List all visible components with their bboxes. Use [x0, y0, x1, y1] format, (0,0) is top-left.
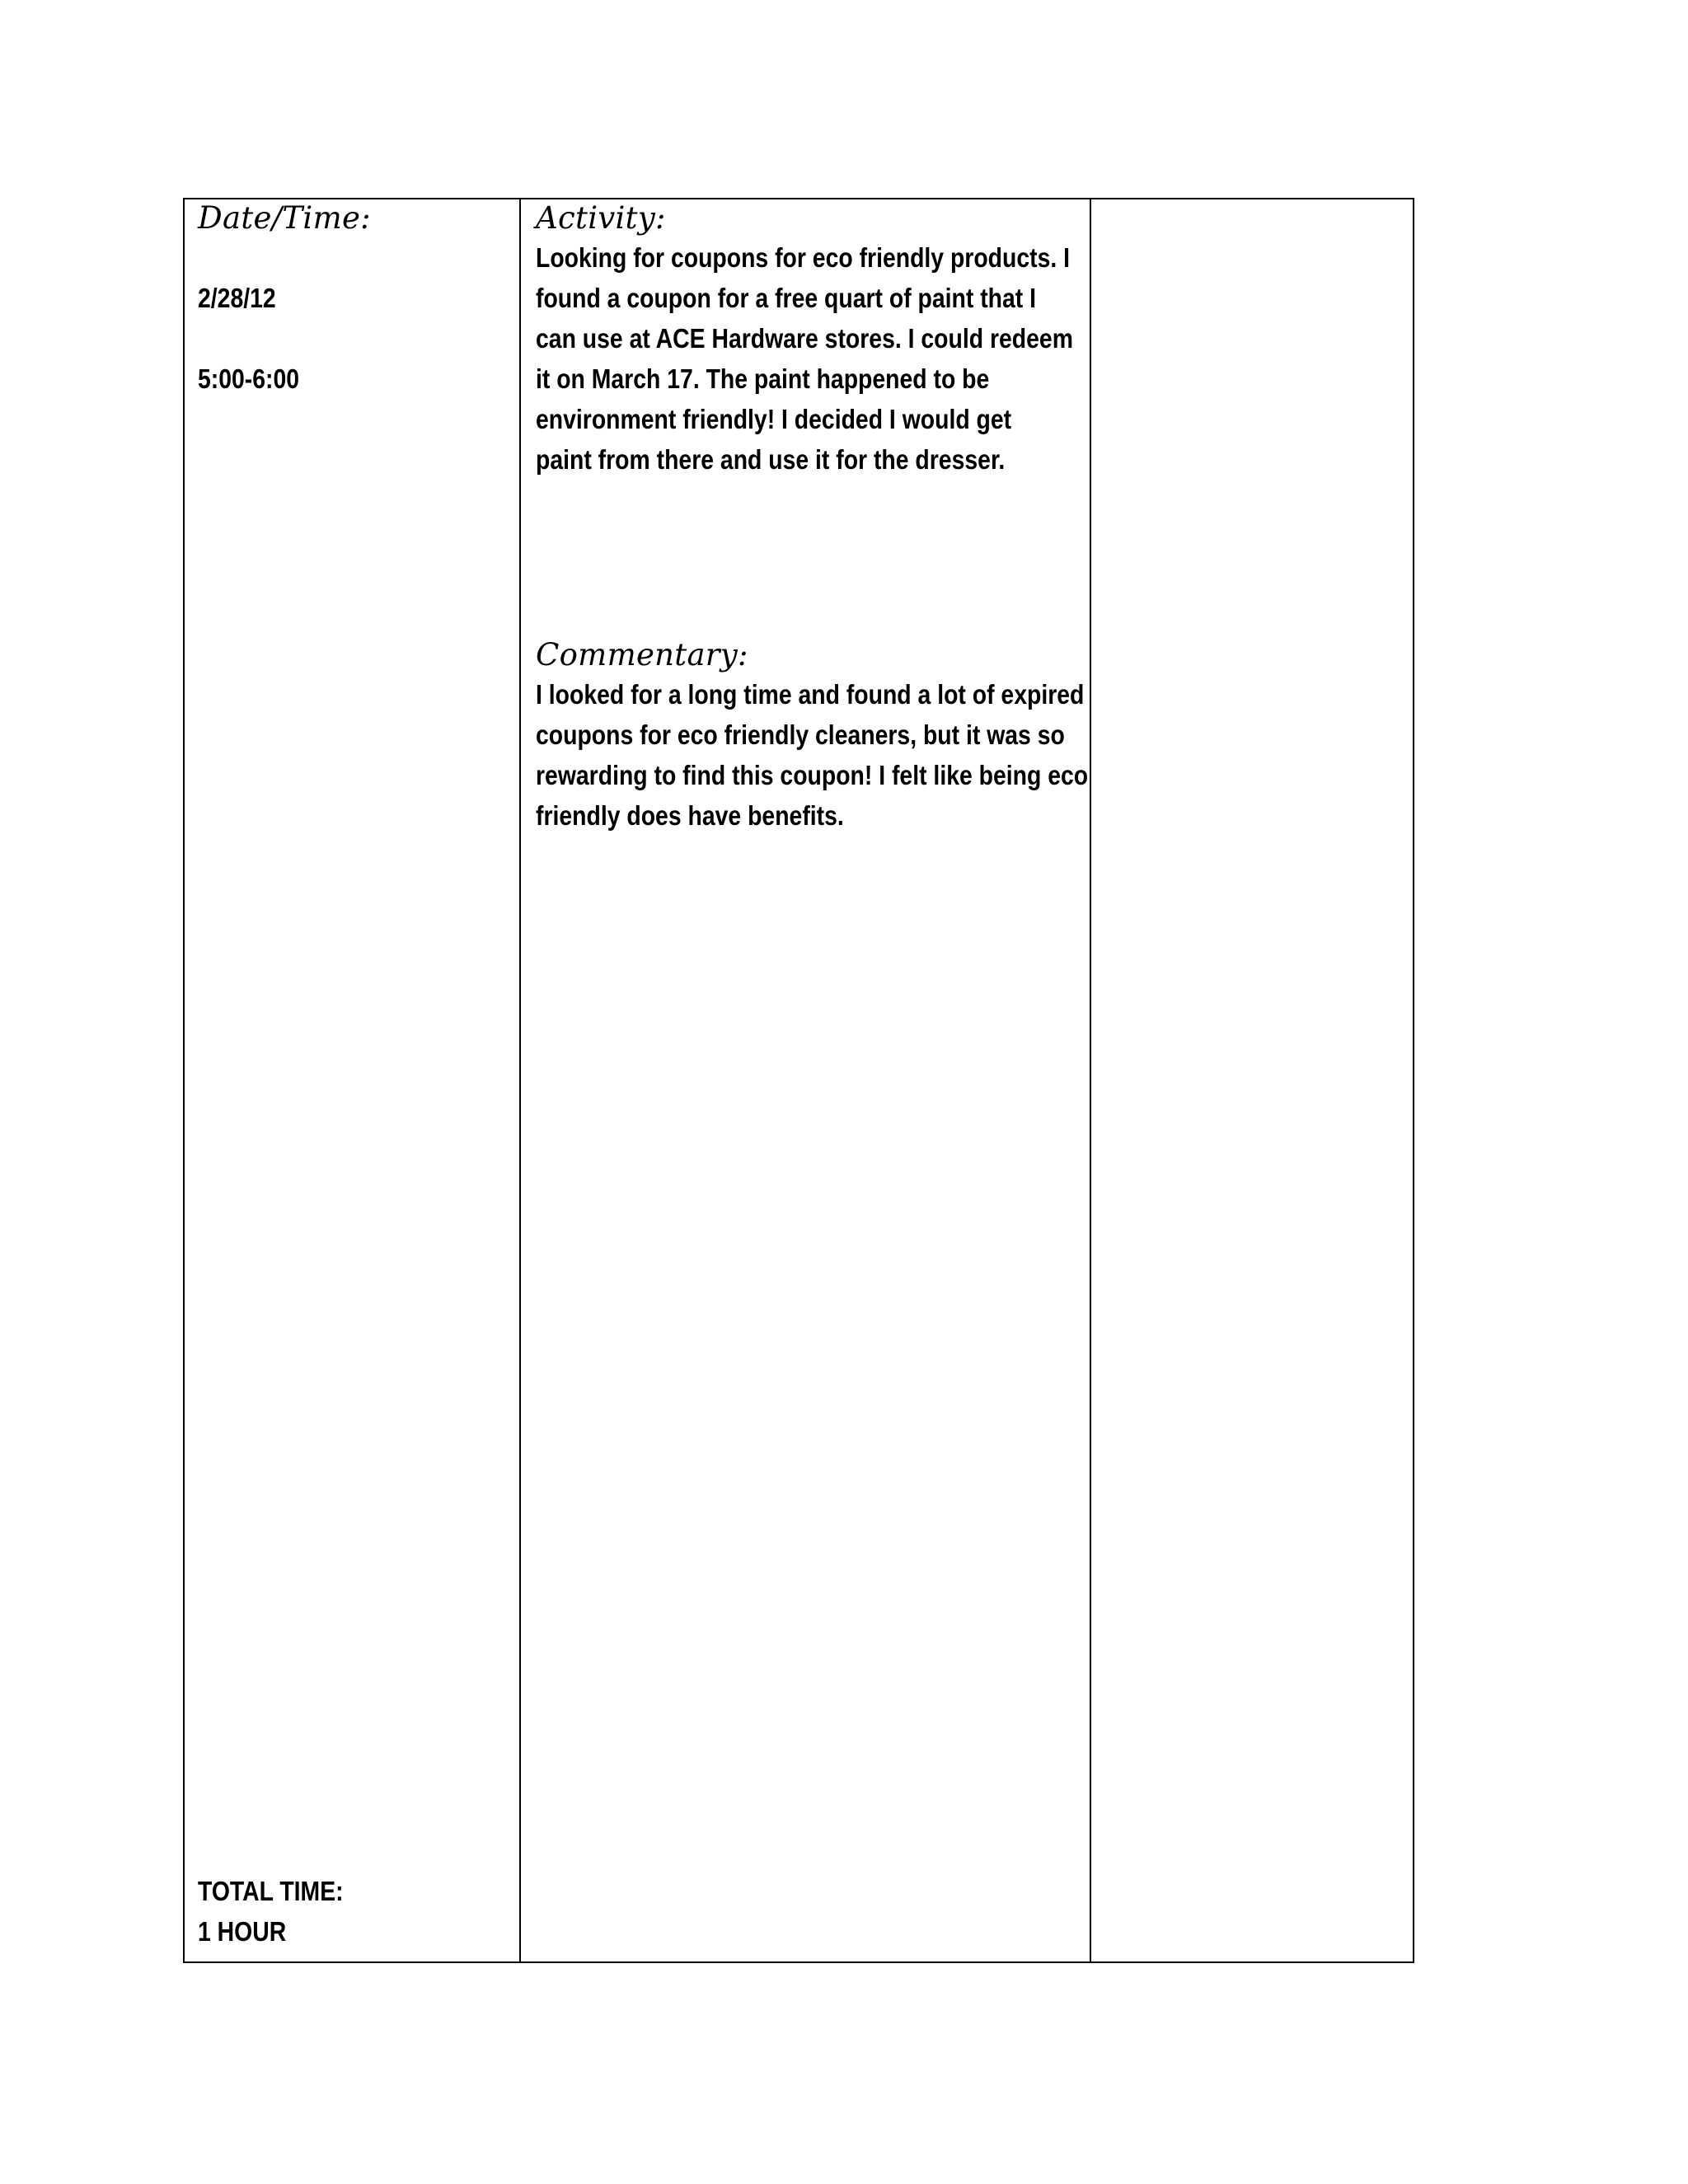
- time-value: 5:00-6:00: [198, 363, 300, 394]
- commentary-text: I looked for a long time and found a lot of expired coupons for eco friendly cleaners, but it was so rewarding to find this coupon! I felt like being eco friendly does have benefits.: [536, 679, 1089, 831]
- activity-log-table: [183, 198, 1414, 1963]
- activity-text: Looking for coupons for eco friendly products. I found a coupon for a free quart of paint that I can use at ACE Hardware stores. I could redeem it on March 17. The paint happened to be environment friendly! I decided I would get paint from there and use it for the dresser.: [536, 242, 1073, 475]
- total-time-label: TOTAL TIME:: [198, 1876, 344, 1906]
- activity-column: [521, 199, 1091, 1961]
- blank-column: [1091, 199, 1413, 1961]
- date-value: 2/28/12: [198, 283, 276, 313]
- commentary-label: Commentary:: [536, 637, 748, 673]
- date-time-column: [185, 199, 521, 1961]
- activity-label: Activity:: [536, 200, 666, 236]
- total-time-value: 1 HOUR: [198, 1916, 287, 1947]
- total-time-block: [198, 1871, 367, 1952]
- date-time-label: Date/Time:: [198, 200, 371, 236]
